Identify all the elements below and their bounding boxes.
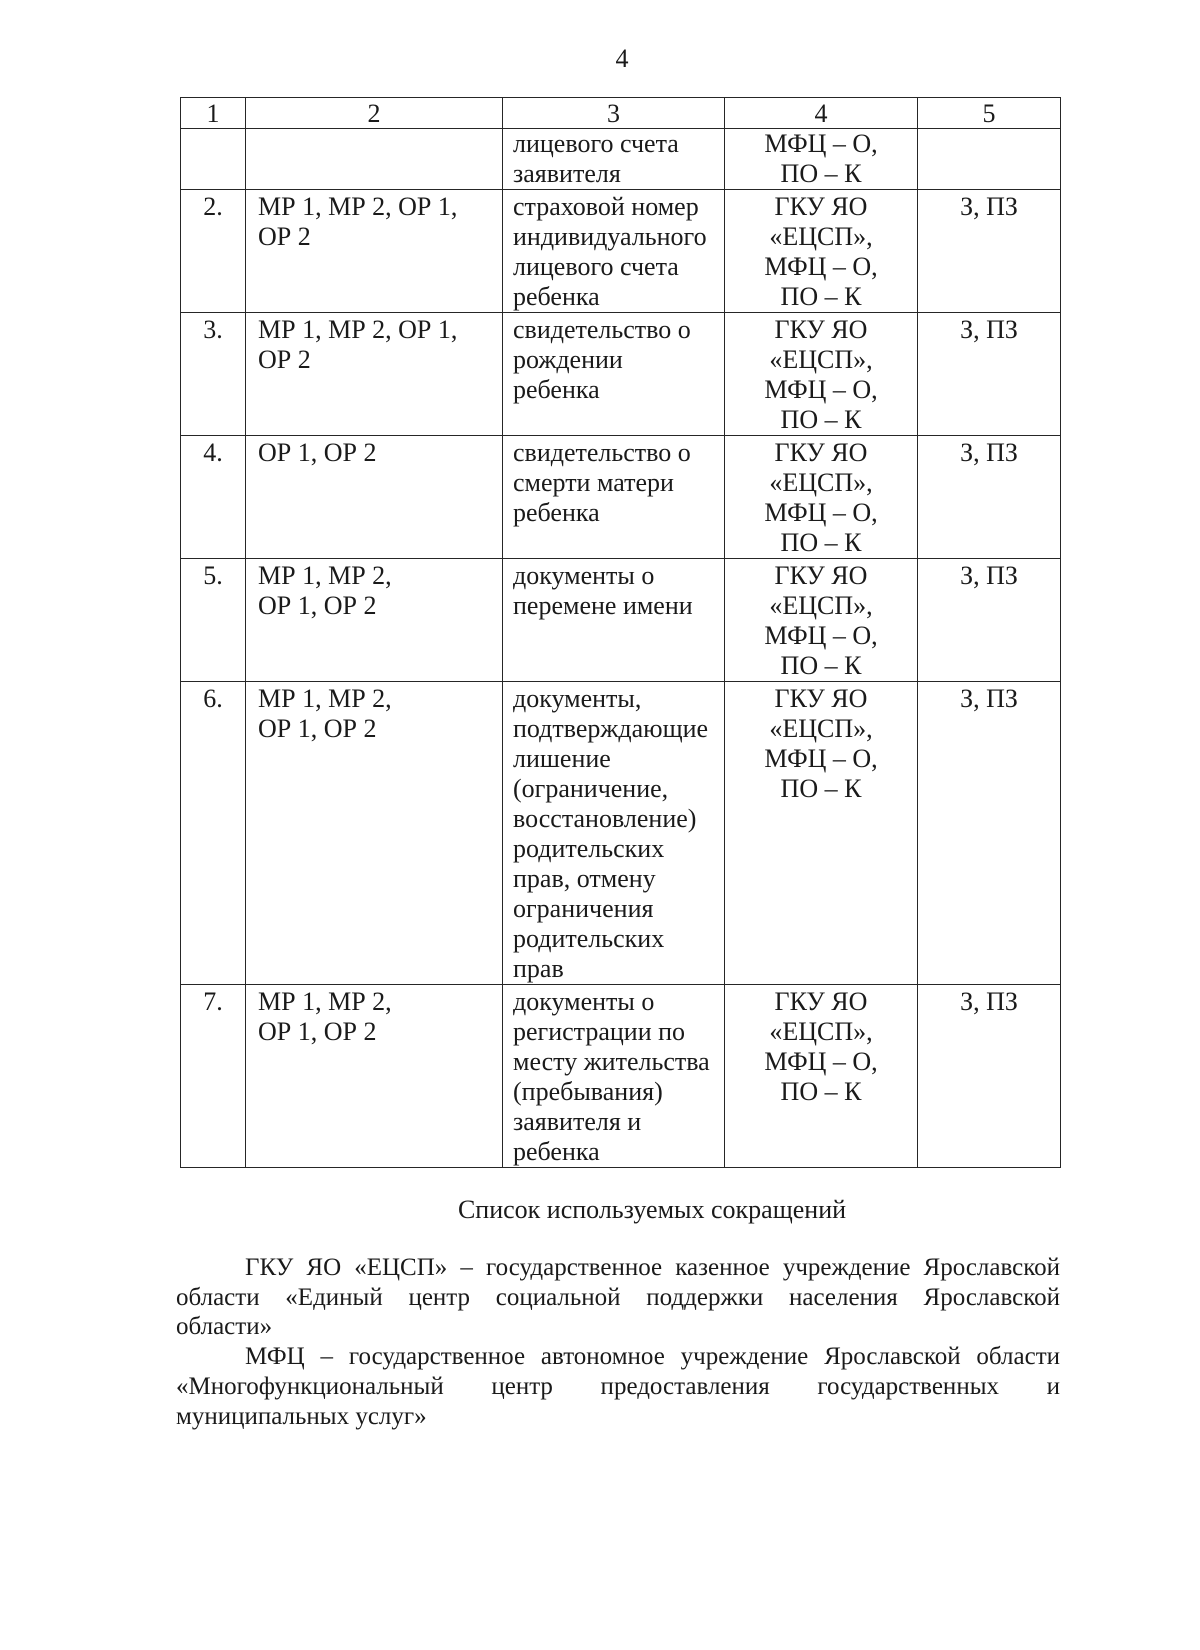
abbreviations-title: Список используемых сокращений: [457, 1195, 847, 1224]
table-row-continuation: [181, 129, 1061, 190]
cell-col-5: З, ПЗ: [918, 682, 1061, 985]
abbreviation-paragraph: [176, 1253, 1060, 1342]
cell-col-4: МФЦ – О, ПО – К: [725, 129, 918, 190]
cell-col-4: ГКУ ЯО «ЕЦСП», МФЦ – О, ПО – К: [725, 190, 918, 313]
paragraph-line: ГКУ ЯО «ЕЦСП» – государственное казенное учреждение Ярославской: [245, 1254, 1060, 1281]
table-row: [181, 682, 1061, 985]
paragraph-line: области»: [176, 1313, 273, 1341]
table-row: [181, 559, 1061, 682]
paragraph-line: «Многофункциональный центр предоставления государственных и: [176, 1372, 1060, 1400]
cell-col-3: документы, подтверждающие лишение (ограничение, восстановление) родительских прав, отмену ограничения родительских прав: [503, 682, 725, 985]
cell-col-2: МР 1, МР 2, ОР 1, ОР 2: [246, 985, 503, 1168]
cell-col-2: ОР 1, ОР 2: [246, 436, 503, 559]
page-number: 4: [615, 44, 629, 73]
paragraph-line: муниципальных услуг»: [176, 1402, 427, 1430]
cell-col-5: З, ПЗ: [918, 559, 1061, 682]
cell-col-5: З, ПЗ: [918, 313, 1061, 436]
cell-col-1: 6.: [181, 682, 246, 985]
cell-col-1: 2.: [181, 190, 246, 313]
paragraph-line: области «Единый центр социальной поддержки населения Ярославской: [176, 1283, 1060, 1311]
cell-col-1: 3.: [181, 313, 246, 436]
table-header-row: [181, 98, 1061, 129]
cell-col-3: свидетельство о рождении ребенка: [503, 313, 725, 436]
cell-col-2: МР 1, МР 2, ОР 1, ОР 2: [246, 190, 503, 313]
cell-col-1: [181, 129, 246, 190]
abbreviation-paragraph: [176, 1342, 1060, 1431]
column-header-3: 3: [503, 98, 725, 129]
cell-col-4: ГКУ ЯО «ЕЦСП», МФЦ – О, ПО – К: [725, 436, 918, 559]
cell-col-2: [246, 129, 503, 190]
table-row: [181, 313, 1061, 436]
cell-col-5: З, ПЗ: [918, 190, 1061, 313]
cell-col-5: [918, 129, 1061, 190]
cell-col-4: ГКУ ЯО «ЕЦСП», МФЦ – О, ПО – К: [725, 313, 918, 436]
cell-col-1: 5.: [181, 559, 246, 682]
cell-col-2: МР 1, МР 2, ОР 1, ОР 2: [246, 559, 503, 682]
table-row: [181, 436, 1061, 559]
column-header-4: 4: [725, 98, 918, 129]
cell-col-3: документы о регистрации по месту жительства (пребывания) заявителя и ребенка: [503, 985, 725, 1168]
abbreviations-list: [176, 1253, 1060, 1431]
paragraph-line: МФЦ – государственное автономное учреждение Ярославской области: [245, 1343, 1060, 1371]
cell-col-1: 7.: [181, 985, 246, 1168]
cell-col-1: 4.: [181, 436, 246, 559]
table-row: [181, 190, 1061, 313]
cell-col-5: З, ПЗ: [918, 985, 1061, 1168]
column-header-5: 5: [918, 98, 1061, 129]
cell-col-4: ГКУ ЯО «ЕЦСП», МФЦ – О, ПО – К: [725, 559, 918, 682]
cell-col-2: МР 1, МР 2, ОР 1, ОР 2: [246, 682, 503, 985]
cell-col-4: ГКУ ЯО «ЕЦСП», МФЦ – О, ПО – К: [725, 682, 918, 985]
column-header-2: 2: [246, 98, 503, 129]
table-row: [181, 985, 1061, 1168]
cell-col-3: документы о перемене имени: [503, 559, 725, 682]
document-table: [180, 97, 1061, 1168]
cell-col-3: свидетельство о смерти матери ребенка: [503, 436, 725, 559]
column-header-1: 1: [181, 98, 246, 129]
cell-col-2: МР 1, МР 2, ОР 1, ОР 2: [246, 313, 503, 436]
cell-col-3: страховой номер индивидуального лицевого счета ребенка: [503, 190, 725, 313]
cell-col-4: ГКУ ЯО «ЕЦСП», МФЦ – О, ПО – К: [725, 985, 918, 1168]
cell-col-3: лицевого счета заявителя: [503, 129, 725, 190]
cell-col-5: З, ПЗ: [918, 436, 1061, 559]
